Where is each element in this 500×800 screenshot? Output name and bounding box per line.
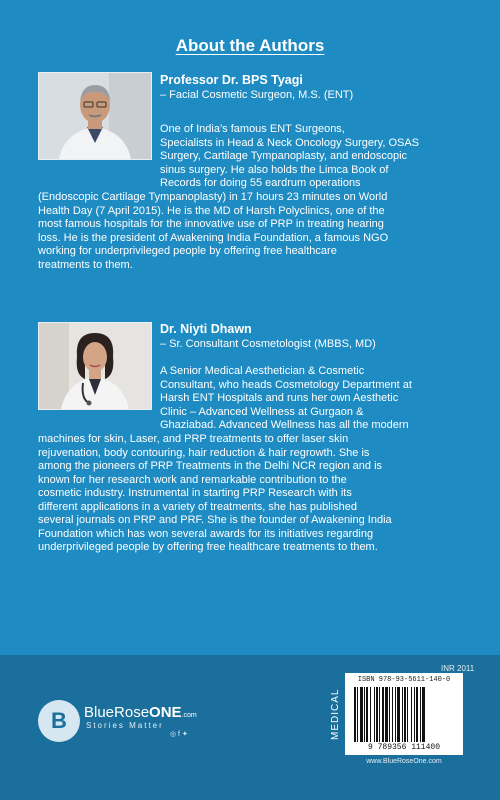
brand-com: .com [181, 712, 197, 719]
social-icons: ◎ f ✦ [170, 731, 188, 738]
bio-line: Foundation which has won several awards for its initiatives regarding [38, 527, 374, 540]
bio-line: Ghaziabad. Advanced Wellness has all the modern [160, 419, 409, 431]
author-bio [160, 123, 462, 191]
bio-line: working for underprivileged people by offering free healthcare [38, 245, 337, 257]
brand-main: BlueRose [84, 704, 150, 721]
author-bio [160, 365, 462, 433]
bio-line: Records for doing 55 eardrum operations [160, 177, 361, 189]
bio-line: sinus surgery. He also holds the Limca Book of [160, 163, 389, 176]
author-role: – Facial Cosmetic Surgeon, M.S. (ENT) [160, 89, 354, 101]
publisher-url: www.BlueRoseOne.com [366, 758, 442, 765]
author-name: Professor Dr. BPS Tyagi [160, 73, 303, 87]
author-name: Dr. Niyti Dhawn [160, 322, 252, 336]
bio-line: cosmetic industry. Instrumental in starting PRP Research with its [38, 487, 352, 499]
author-photo-tyagi [38, 72, 152, 160]
publisher-name [84, 704, 197, 721]
price-label: INR 2011 [441, 664, 475, 673]
bio-line: treatments to them. [38, 258, 133, 271]
author-role: – Sr. Consultant Cosmetologist (MBBS, MD) [160, 338, 376, 350]
bio-line: machines for skin, Laser, and PRP treatments to offer laser skin [38, 433, 349, 445]
bio-line: Clinic – Advanced Wellness at Gurgaon & [160, 405, 364, 418]
bio-line: most famous hospitals for the innovative use of PRP in treating hearing [38, 218, 384, 230]
bio-line: different applications in a variety of treatments, she has published [38, 500, 357, 513]
author-photo-dhawn [38, 322, 152, 410]
bio-line: One of India’s famous ENT Surgeons, [160, 123, 345, 135]
bio-line: among the pioneers of PRP Treatments in the Delhi NCR region and is [38, 460, 383, 472]
bio-line: Surgery, Cartilage Tympanoplasty, and endoscopic [160, 150, 408, 162]
bio-line: loss. He is the president of Awakening India Foundation, a famous NGO [38, 231, 389, 244]
bio-line: (Endoscopic Cartilage Tympanoplasty) in 17 hours 23 minutes on World [38, 191, 388, 203]
category-label: MEDICAL [330, 688, 341, 740]
barcode-number: 9 789356 111400 [367, 743, 440, 752]
isbn-text: ISBN 978-93-5611-140-0 [357, 676, 451, 684]
barcode-bars [354, 687, 454, 742]
author-bio-continued [38, 191, 462, 272]
bio-line: Harsh ENT Hospitals and runs her own Aesthetic [160, 392, 399, 404]
bio-line: Consultant, who heads Cosmetology Department at [160, 378, 412, 391]
bio-line: Specialists in Head & Neck Oncology Surgery, OSAS [160, 136, 420, 149]
bio-line: underprivileged people by offering free healthcare treatments to them. [38, 541, 378, 553]
publisher-logo-icon: B [38, 700, 80, 742]
publisher-tagline: Stories Matter [86, 721, 164, 730]
bio-line: several journals on PRP and PRF. She is the founder of Awakening India [38, 514, 392, 526]
bio-line: Health Day (7 April 2015). He is the MD of Harsh Polyclinics, one of the [38, 204, 385, 217]
page-title: About the Authors [175, 36, 325, 55]
bio-line: known for her research work and remarkable contribution to the [38, 473, 347, 486]
brand-one: ONE [149, 704, 182, 721]
bio-line: A Senior Medical Aesthetician & Cosmetic [160, 365, 365, 377]
barcode [345, 673, 463, 755]
author-bio-continued [38, 433, 462, 555]
bio-line: rejuvenation, body contouring, hair reduction & hair regrowth. She is [38, 446, 370, 459]
